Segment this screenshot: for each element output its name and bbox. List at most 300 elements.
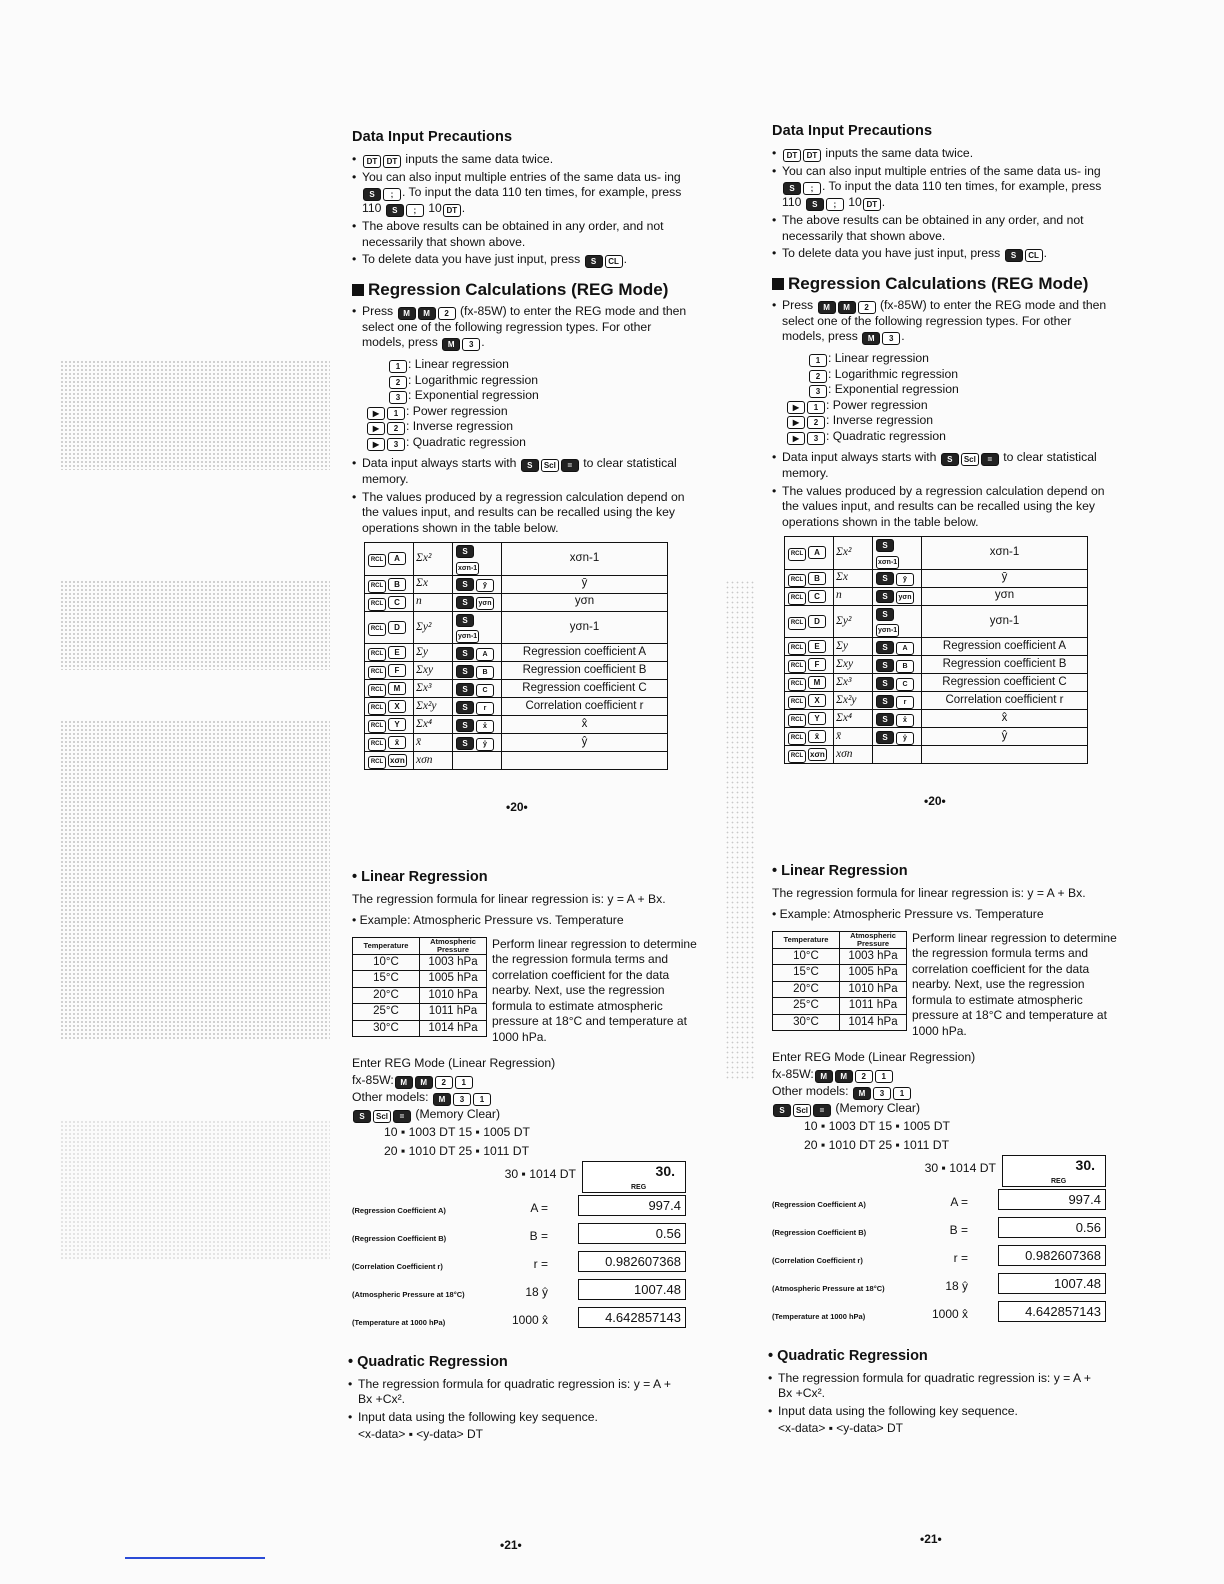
table-cell: 25°C <box>353 1004 420 1021</box>
key-cell <box>873 638 922 656</box>
page-number: •20• <box>924 794 946 808</box>
display-row <box>352 1161 686 1195</box>
recall-key-icon: RCL <box>368 738 386 751</box>
result-value: 0.982607368 <box>578 1251 686 1272</box>
key-cell <box>873 746 922 764</box>
result-row <box>352 1307 686 1335</box>
key-table-row <box>785 656 1088 674</box>
key-label-icon: yσn <box>476 597 494 610</box>
key-label-icon: xσn <box>390 756 405 765</box>
mode-key-icon: M <box>815 1070 833 1083</box>
key-label-icon: yσn-1 <box>456 630 479 643</box>
result-label: (Atmospheric Pressure at 18°C) <box>772 1283 885 1293</box>
key-label-icon: B <box>476 666 494 679</box>
equals-key-icon: = <box>393 1110 411 1123</box>
regression-item: • The values produced by a regression calculation depend on the values input, and results can be recalled using the key operations shown in the table below. <box>352 490 692 537</box>
equals-key-icon: = <box>981 453 999 466</box>
result-keys: 1000 x̂ <box>931 1306 968 1321</box>
result-value: 0.56 <box>578 1223 686 1244</box>
key-cell <box>365 698 414 716</box>
example-table <box>352 937 487 1038</box>
result-keys: A = <box>530 1200 548 1215</box>
result-label: (Regression Coefficient B) <box>352 1233 447 1243</box>
result-row <box>352 1195 686 1223</box>
key-cell <box>873 656 922 674</box>
result-keys: r = <box>533 1256 548 1271</box>
recall-key-icon: RCL <box>368 702 386 715</box>
dt-key-icon: DT <box>443 204 461 217</box>
shift-key-icon: S <box>876 539 894 552</box>
key-table-row <box>785 674 1088 692</box>
calc-display: 30. REG <box>1002 1155 1106 1187</box>
precautions-list <box>352 152 692 269</box>
key-label-icon: yσn <box>896 591 914 604</box>
shift-key-icon: S <box>806 198 824 211</box>
shift-key-icon: S <box>521 459 539 472</box>
shift-key-icon: S <box>585 255 603 268</box>
result-label: (Temperature at 1000 hPa) <box>772 1311 866 1321</box>
three-key-icon: 3 <box>453 1093 471 1106</box>
table-row <box>773 998 907 1015</box>
symbol-cell: Σx²y <box>834 692 873 710</box>
result-cell: ȳ <box>502 575 668 593</box>
result-cell: Regression coefficient A <box>502 644 668 662</box>
two-key-icon: 2 <box>809 370 827 383</box>
results <box>352 1195 686 1335</box>
recall-key-icon: RCL <box>788 750 806 763</box>
key-table-row <box>365 543 668 576</box>
result-cell: Correlation coefficient r <box>502 698 668 716</box>
regression-item: • Press M M 2 (fx-85W) to enter the REG mode and then select one of the following regression types. For other models, press M 3 . <box>772 298 1112 346</box>
scan-noise <box>60 580 330 670</box>
symbol-cell: Σy² <box>834 605 873 638</box>
one-key-icon: 1 <box>875 1070 893 1083</box>
right-arrow-key-icon: ▶ <box>787 432 805 445</box>
seq-line: 30 ▪ 1014 DT <box>924 1160 996 1175</box>
recall-key-icon: RCL <box>788 660 806 673</box>
shift-key-icon: S <box>876 641 894 654</box>
result-row <box>772 1217 1106 1245</box>
shift-key-icon: S <box>456 683 474 696</box>
table-cell: 10°C <box>773 948 840 965</box>
symbol-cell: n <box>834 587 873 605</box>
mode-key-icon: M <box>433 1093 451 1106</box>
table-cell: 30°C <box>353 1020 420 1037</box>
shift-key-icon: S <box>456 596 474 609</box>
result-cell: Regression coefficient B <box>922 656 1088 674</box>
key-cell <box>873 674 922 692</box>
shift-key-icon: S <box>363 188 381 201</box>
quadratic-right <box>768 1349 1102 1437</box>
table-cell: 1005 hPa <box>840 965 907 982</box>
regression-types <box>792 351 1112 444</box>
mode-key-icon: M <box>418 307 436 320</box>
semicolon-key-icon: ; <box>383 188 401 201</box>
type-power: ▶ 1 : Power regression <box>366 404 692 420</box>
mode-key-icon: M <box>818 301 836 314</box>
example-table <box>772 931 907 1032</box>
key-label-icon: D <box>388 621 406 634</box>
scan-noise <box>60 1120 330 1260</box>
regression-item: • Press M M 2 (fx-85W) to enter the REG mode and then select one of the following regression types. For other models, press M 3 . <box>352 304 692 352</box>
key-cell <box>873 569 922 587</box>
scl-key-icon: Scl <box>541 459 559 472</box>
precaution-item: • DT DT inputs the same data twice. <box>352 152 692 168</box>
key-table-row <box>785 728 1088 746</box>
two-key-icon: 2 <box>387 422 405 435</box>
right-arrow-key-icon: ▶ <box>787 401 805 414</box>
recall-key-icon: RCL <box>788 592 806 605</box>
type-power: ▶ 1 : Power regression <box>786 398 1112 414</box>
shift-key-icon: S <box>456 737 474 750</box>
result-cell: x̂ <box>922 710 1088 728</box>
key-cell <box>785 674 834 692</box>
key-label-icon: ȳ <box>896 573 914 586</box>
key-cell <box>453 611 502 644</box>
shift-key-icon: S <box>876 572 894 585</box>
steps <box>772 1049 1106 1117</box>
one-key-icon: 1 <box>807 401 825 414</box>
result-value: 997.4 <box>578 1195 686 1216</box>
one-key-icon: 1 <box>387 407 405 420</box>
one-key-icon: 1 <box>389 360 407 373</box>
result-label: (Regression Coefficient B) <box>772 1227 867 1237</box>
table-cell: 20°C <box>773 981 840 998</box>
key-label-icon: C <box>896 678 914 691</box>
seq-line: 20 ▪ 1010 DT 25 ▪ 1011 DT <box>384 1143 530 1158</box>
key-cell <box>453 575 502 593</box>
memclear-line: S Scl = (Memory Clear) <box>352 1106 686 1123</box>
result-row <box>352 1251 686 1279</box>
key-cell <box>453 698 502 716</box>
result-value: 1007.48 <box>578 1279 686 1300</box>
shift-key-icon: S <box>876 677 894 690</box>
precaution-item: • To delete data you have just input, press S CL . <box>772 246 1112 262</box>
regression-types <box>372 357 692 450</box>
key-cell <box>453 543 502 576</box>
key-label-icon: F <box>388 664 406 677</box>
mode-key-icon: M <box>415 1076 433 1089</box>
three-key-icon: 3 <box>809 385 827 398</box>
result-row <box>772 1273 1106 1301</box>
symbol-cell: Σx⁴ <box>414 716 453 734</box>
right-column <box>772 124 1112 764</box>
two-key-icon: 2 <box>389 376 407 389</box>
scl-key-icon: Scl <box>961 453 979 466</box>
key-label-icon: x̂ <box>896 714 914 727</box>
recall-key-icon: RCL <box>788 696 806 709</box>
key-cell <box>785 605 834 638</box>
type-log: 2 : Logarithmic regression <box>808 367 1112 383</box>
key-label-icon: E <box>808 640 826 653</box>
key-cell <box>365 752 414 770</box>
regression-item: • Data input always starts with S Scl = to clear statistical memory. <box>352 456 692 488</box>
type-linear: 1 : Linear regression <box>808 351 1112 367</box>
result-keys: B = <box>949 1222 968 1237</box>
result-label: (Regression Coefficient A) <box>352 1205 446 1215</box>
symbol-cell: Σx <box>414 575 453 593</box>
table-row <box>353 971 487 988</box>
table-cell: 1011 hPa <box>840 998 907 1015</box>
key-label-icon: x̄ <box>388 736 406 749</box>
result-label: (Regression Coefficient A) <box>772 1199 866 1209</box>
key-label-icon: ŷ <box>896 732 914 745</box>
key-cell <box>873 728 922 746</box>
key-label-icon: A <box>476 648 494 661</box>
regression-list-2 <box>772 450 1112 530</box>
dt-key-icon: DT <box>363 155 381 168</box>
key-cell <box>785 656 834 674</box>
result-value: 0.982607368 <box>998 1245 1106 1266</box>
table-row <box>773 981 907 998</box>
key-table <box>784 536 1088 764</box>
key-cell <box>453 752 502 770</box>
key-label-icon: B <box>388 578 406 591</box>
key-table-row <box>365 611 668 644</box>
quadratic-left <box>348 1355 682 1443</box>
symbol-cell: Σy² <box>414 611 453 644</box>
table-cell: 1014 hPa <box>840 1014 907 1031</box>
precaution-item: • The above results can be obtained in any order, and not necessarily that shown above. <box>352 219 692 250</box>
key-label-icon: E <box>388 646 406 659</box>
left-column <box>352 130 692 770</box>
shift-key-icon: S <box>876 608 894 621</box>
key-cell <box>365 734 414 752</box>
other-line: Other models: M 3 1 <box>772 1083 1106 1100</box>
table-cell: 1010 hPa <box>420 987 487 1004</box>
cl-key-icon: CL <box>1025 249 1043 262</box>
results <box>772 1189 1106 1329</box>
key-label-icon: xσn-1 <box>456 562 479 575</box>
table-cell: 1005 hPa <box>420 971 487 988</box>
key-cell <box>873 537 922 570</box>
key-cell <box>453 680 502 698</box>
page-number: •21• <box>920 1532 942 1546</box>
key-table-row <box>365 734 668 752</box>
table-row <box>353 954 487 971</box>
quadratic-title: • Quadratic Regression <box>768 1348 928 1364</box>
key-cell <box>453 716 502 734</box>
key-table-row <box>365 698 668 716</box>
regression-title: Regression Calculations (REG Mode) <box>352 282 692 298</box>
table-header-row <box>353 937 487 954</box>
precaution-item: • You can also input multiple entries of the same data us- ingS ; . To input the data 110 ten times, for example, press 110 S ; 10 DT . <box>352 170 692 218</box>
shift-key-icon: S <box>456 614 474 627</box>
key-table-row <box>365 644 668 662</box>
right-arrow-key-icon: ▶ <box>367 438 385 451</box>
result-label: (Atmospheric Pressure at 18°C) <box>352 1289 465 1299</box>
result-keys: r = <box>953 1250 968 1265</box>
result-cell: yσn-1 <box>922 605 1088 638</box>
table-cell: 15°C <box>353 971 420 988</box>
mode-key-icon: M <box>862 332 880 345</box>
recall-key-icon: RCL <box>788 732 806 745</box>
recall-key-icon: RCL <box>368 666 386 679</box>
key-label-icon: X <box>388 700 406 713</box>
symbol-cell: Σy <box>414 644 453 662</box>
shift-key-icon: S <box>353 1110 371 1123</box>
two-key-icon: 2 <box>807 416 825 429</box>
key-label-icon: r <box>896 696 914 709</box>
table-cell: 1003 hPa <box>420 954 487 971</box>
result-row <box>772 1301 1106 1329</box>
key-cell <box>785 537 834 570</box>
symbol-cell: n <box>414 593 453 611</box>
key-table-row <box>785 587 1088 605</box>
recall-key-icon: RCL <box>368 720 386 733</box>
precaution-item: • DT DT inputs the same data twice. <box>772 146 1112 162</box>
result-cell: xσn-1 <box>922 537 1088 570</box>
quadratic-seq: <x-data> ▪ <y-data> DT <box>778 1421 903 1435</box>
symbol-cell: Σx² <box>834 537 873 570</box>
result-row <box>352 1223 686 1251</box>
key-label-icon: C <box>476 684 494 697</box>
symbol-cell: x̄ <box>834 728 873 746</box>
type-exp: 3 : Exponential regression <box>808 382 1112 398</box>
table-cell: 1014 hPa <box>420 1020 487 1037</box>
key-cell <box>453 593 502 611</box>
result-cell: ŷ <box>502 734 668 752</box>
symbol-cell: Σxy <box>414 662 453 680</box>
result-label: (Correlation Coefficient r) <box>772 1255 863 1265</box>
key-label-icon: D <box>808 615 826 628</box>
three-key-icon: 3 <box>389 391 407 404</box>
key-label-icon: A <box>896 642 914 655</box>
result-cell: Regression coefficient B <box>502 662 668 680</box>
type-log: 2 : Logarithmic regression <box>388 373 692 389</box>
result-cell: Regression coefficient C <box>502 680 668 698</box>
recall-key-icon: RCL <box>788 642 806 655</box>
regression-list <box>772 298 1112 346</box>
key-label-icon: B <box>896 660 914 673</box>
key-label-icon: xσn-1 <box>876 556 899 569</box>
type-linear: 1 : Linear regression <box>388 357 692 373</box>
symbol-cell: Σx² <box>414 543 453 576</box>
key-table-row <box>785 537 1088 570</box>
table-header: Temperature <box>353 937 420 954</box>
key-label-icon: ȳ <box>476 579 494 592</box>
table-row <box>773 965 907 982</box>
right-arrow-key-icon: ▶ <box>367 407 385 420</box>
quadratic-title: • Quadratic Regression <box>348 1354 508 1370</box>
key-cell <box>785 746 834 764</box>
key-cell <box>365 662 414 680</box>
mode-key-icon: M <box>398 307 416 320</box>
recall-key-icon: RCL <box>368 684 386 697</box>
linear-left <box>352 869 697 1335</box>
recall-key-icon: RCL <box>368 648 386 661</box>
example-block <box>352 936 697 1055</box>
symbol-cell: Σx²y <box>414 698 453 716</box>
enter-mode: Enter REG Mode (Linear Regression) <box>352 1055 556 1070</box>
recall-key-icon: RCL <box>368 598 386 611</box>
calc-display: 30. REG <box>582 1161 686 1193</box>
key-label-icon: x̄ <box>808 730 826 743</box>
precaution-item: • You can also input multiple entries of the same data us- ingS ; . To input the data 110 ten times, for example, press 110 S ; 10 DT . <box>772 164 1112 212</box>
memclear-line: S Scl = (Memory Clear) <box>772 1100 1106 1117</box>
symbol-cell: Σy <box>834 638 873 656</box>
shift-key-icon: S <box>1005 249 1023 262</box>
quadratic-item: • The regression formula for quadratic regression is: y = A + Bx +Cx². <box>348 1377 682 1408</box>
three-key-icon: 3 <box>807 432 825 445</box>
result-cell: xσn-1 <box>502 543 668 576</box>
table-row <box>353 1004 487 1021</box>
key-label-icon: Y <box>388 718 406 731</box>
key-label-icon: A <box>388 552 406 565</box>
result-keys: 18 ŷ <box>525 1284 548 1299</box>
input-sequence <box>804 1117 1106 1155</box>
mode-key-icon: M <box>835 1070 853 1083</box>
key-table-row <box>785 746 1088 764</box>
shift-key-icon: S <box>386 204 404 217</box>
one-key-icon: 1 <box>893 1087 911 1100</box>
one-key-icon: 1 <box>455 1076 473 1089</box>
result-cell: Correlation coefficient r <box>922 692 1088 710</box>
key-cell <box>365 716 414 734</box>
shift-key-icon: S <box>456 719 474 732</box>
two-key-icon: 2 <box>858 301 876 314</box>
key-cell <box>365 611 414 644</box>
scl-key-icon: Scl <box>793 1104 811 1117</box>
example-line: • Example: Atmospheric Pressure vs. Temperature <box>772 907 1044 921</box>
shift-key-icon: S <box>876 713 894 726</box>
key-cell <box>873 692 922 710</box>
shift-key-icon: S <box>876 731 894 744</box>
shift-key-icon: S <box>783 182 801 195</box>
result-label: (Correlation Coefficient r) <box>352 1261 443 1271</box>
key-label-icon: ŷ <box>476 738 494 751</box>
example-description: Perform linear regression to determine the regression formula terms and correlation coefficient for the data nearby. Next, use the regression formula to estimate atmospheric pressure at 18°C and temperature at 1000 hPa. <box>492 936 697 1044</box>
table-cell: 30°C <box>773 1014 840 1031</box>
result-value: 0.56 <box>998 1217 1106 1238</box>
key-table <box>364 542 668 770</box>
result-keys: B = <box>529 1228 548 1243</box>
symbol-cell: Σx <box>834 569 873 587</box>
example-description: Perform linear regression to determine the regression formula terms and correlation coefficient for the data nearby. Next, use the regression formula to estimate atmospheric pressure at 18°C and temperature at 1000 hPa. <box>912 930 1117 1038</box>
key-table-row <box>365 575 668 593</box>
linear-right <box>772 863 1117 1329</box>
table-row <box>773 1014 907 1031</box>
shift-key-icon: S <box>876 659 894 672</box>
mode-key-icon: M <box>838 301 856 314</box>
scan-noise <box>725 580 755 1080</box>
mode-key-icon: M <box>442 338 460 351</box>
key-cell <box>453 734 502 752</box>
key-table-row <box>365 593 668 611</box>
shift-key-icon: S <box>456 647 474 660</box>
recall-key-icon: RCL <box>788 617 806 630</box>
result-keys: A = <box>950 1194 968 1209</box>
key-cell <box>365 680 414 698</box>
recall-key-icon: RCL <box>368 623 386 636</box>
result-value: 4.642857143 <box>578 1307 686 1328</box>
seq-line: 30 ▪ 1014 DT <box>504 1166 576 1181</box>
key-label-icon: C <box>388 596 406 609</box>
dt-key-icon: DT <box>783 149 801 162</box>
key-cell <box>785 710 834 728</box>
key-cell <box>873 710 922 728</box>
result-value: 4.642857143 <box>998 1301 1106 1322</box>
key-label-icon: yσn-1 <box>876 624 899 637</box>
table-header: Temperature <box>773 931 840 948</box>
cl-key-icon: CL <box>605 255 623 268</box>
key-cell <box>453 662 502 680</box>
type-quadratic: ▶ 3 : Quadratic regression <box>366 435 692 451</box>
recall-key-icon: RCL <box>368 756 386 769</box>
type-exp: 3 : Exponential regression <box>388 388 692 404</box>
shift-key-icon: S <box>456 701 474 714</box>
result-value: 997.4 <box>998 1189 1106 1210</box>
